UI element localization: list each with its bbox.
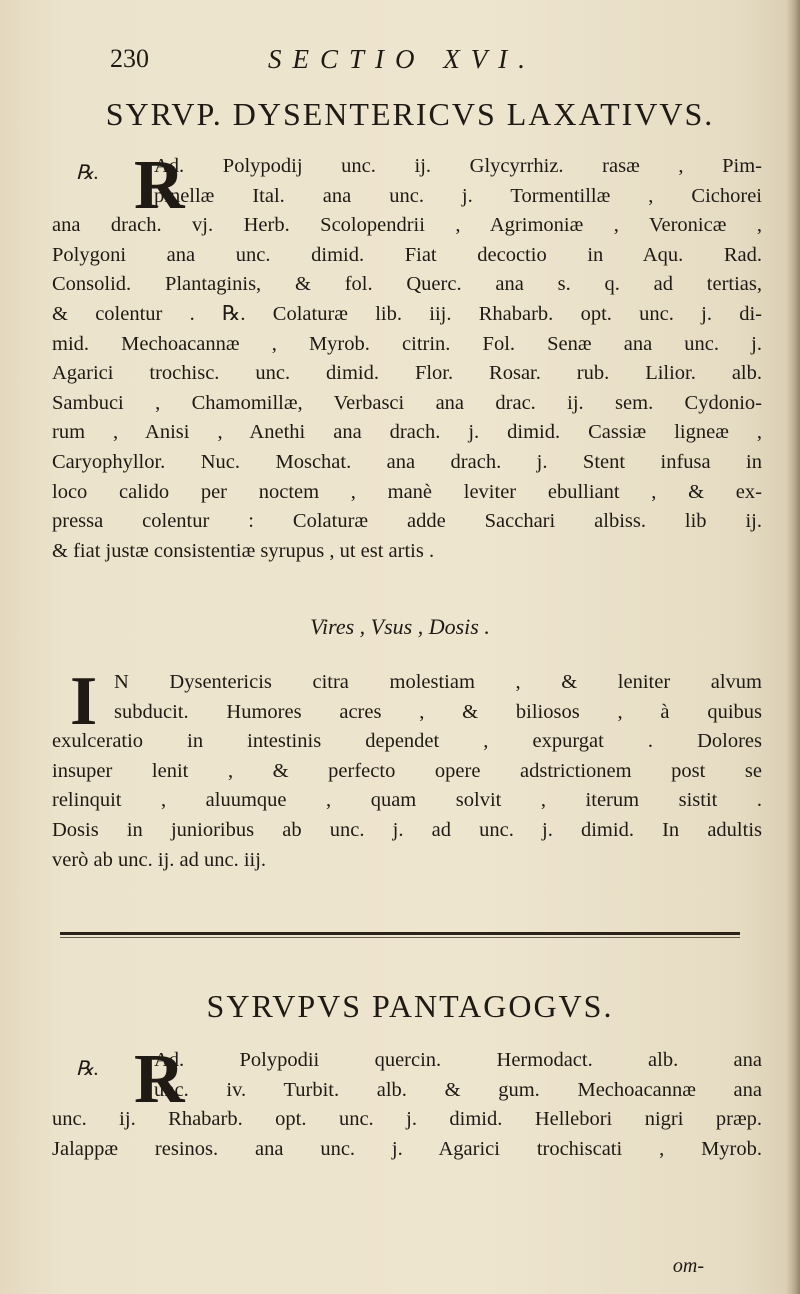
text-line: insuper lenit , & perfecto opere adstrictionem post se xyxy=(52,759,762,782)
recipe-text-pantagogus xyxy=(52,1041,762,1164)
recipe-title-dysentericus: SYRVP. DYSENTERICVS LAXATIVVS. xyxy=(105,96,715,132)
text-line: Consolid. Plantaginis, & fol. Querc. ana s. q. ad tertias, xyxy=(52,273,762,296)
drop-cap: R xyxy=(134,1041,185,1118)
section-label: SECTIO XVI. xyxy=(268,44,536,74)
catchword: om- xyxy=(672,1255,704,1277)
text-line: Jalappæ resinos. ana unc. j. Agarici trochiscati , Myrob. xyxy=(52,1137,762,1160)
text-line: loco calido per noctem , manè leviter ebulliant , & ex- xyxy=(52,480,762,503)
recipe-text-dysentericus xyxy=(52,147,762,566)
recipe-symbol: ℞. xyxy=(76,1058,99,1080)
text-line: & colentur . ℞. Colaturæ lib. iij. Rhabarb. opt. unc. j. di- xyxy=(52,302,762,325)
text-line: Ad. Polypodii quercin. Hermodact. alb. ana xyxy=(154,1049,762,1071)
recipe-title-pantagogus: SYRVPVS PANTAGOGVS. xyxy=(206,988,614,1024)
section-divider-thin xyxy=(60,937,740,938)
vires-subhead: Vires , Vsus , Dosis . xyxy=(310,614,490,639)
text-line: unc. iv. Turbit. alb. & gum. Mechoacannæ ana xyxy=(154,1078,762,1101)
page-edge-shadow xyxy=(786,0,800,1294)
text-line: subducit. Humores acres , & biliosos , à quibus xyxy=(114,700,762,723)
text-line: pinellæ Ital. ana unc. j. Tormentillæ , Cichorei xyxy=(154,184,762,207)
text-line: rum , Anisi , Anethi ana drach. j. dimid. Cassiæ ligneæ , xyxy=(52,421,762,444)
section-divider xyxy=(60,932,740,935)
text-line: mid. Mechoacannæ , Myrob. citrin. Fol. Senæ ana unc. j. xyxy=(52,332,762,355)
text-line: Caryophyllor. Nuc. Moschat. ana drach. j. Stent infusa in xyxy=(52,450,762,473)
drop-cap: R xyxy=(134,147,185,224)
text-line: N Dysentericis citra molestiam , & leniter alvum xyxy=(114,671,762,693)
running-head xyxy=(110,44,710,84)
vires-text xyxy=(52,663,762,875)
text-line: & fiat justæ consistentiæ syrupus , ut est artis . xyxy=(52,539,435,562)
text-line: Polygoni ana unc. dimid. Fiat decoctio in Aqu. Rad. xyxy=(52,243,762,266)
text-line: verò ab unc. ij. ad unc. iij. xyxy=(52,848,267,871)
text-line: relinquit , aluumque , quam solvit , iterum sistit . xyxy=(52,789,762,812)
text-line: Dosis in junioribus ab unc. j. ad unc. j. dimid. In adultis xyxy=(52,818,762,841)
text-line: unc. ij. Rhabarb. opt. unc. j. dimid. Hellebori nigri præp. xyxy=(52,1108,762,1131)
text-line: Sambuci , Chamomillæ, Verbasci ana drac. ij. sem. Cydonio- xyxy=(52,391,762,414)
text-line: pressa colentur : Colaturæ adde Sacchari albiss. lib ij. xyxy=(52,510,762,533)
page-number: 230 xyxy=(110,44,149,73)
drop-cap: I xyxy=(70,663,98,740)
text-line: Ad. Polypodij unc. ij. Glycyrrhiz. rasæ , Pim- xyxy=(154,155,762,177)
text-line: ana drach. vj. Herb. Scolopendrii , Agrimoniæ , Veronicæ , xyxy=(52,214,762,237)
text-line: exulceratio in intestinis dependet , expurgat . Dolores xyxy=(52,730,762,753)
recipe-symbol: ℞. xyxy=(76,162,99,184)
text-line: Agarici trochisc. unc. dimid. Flor. Rosar. rub. Lilior. alb. xyxy=(52,362,762,385)
